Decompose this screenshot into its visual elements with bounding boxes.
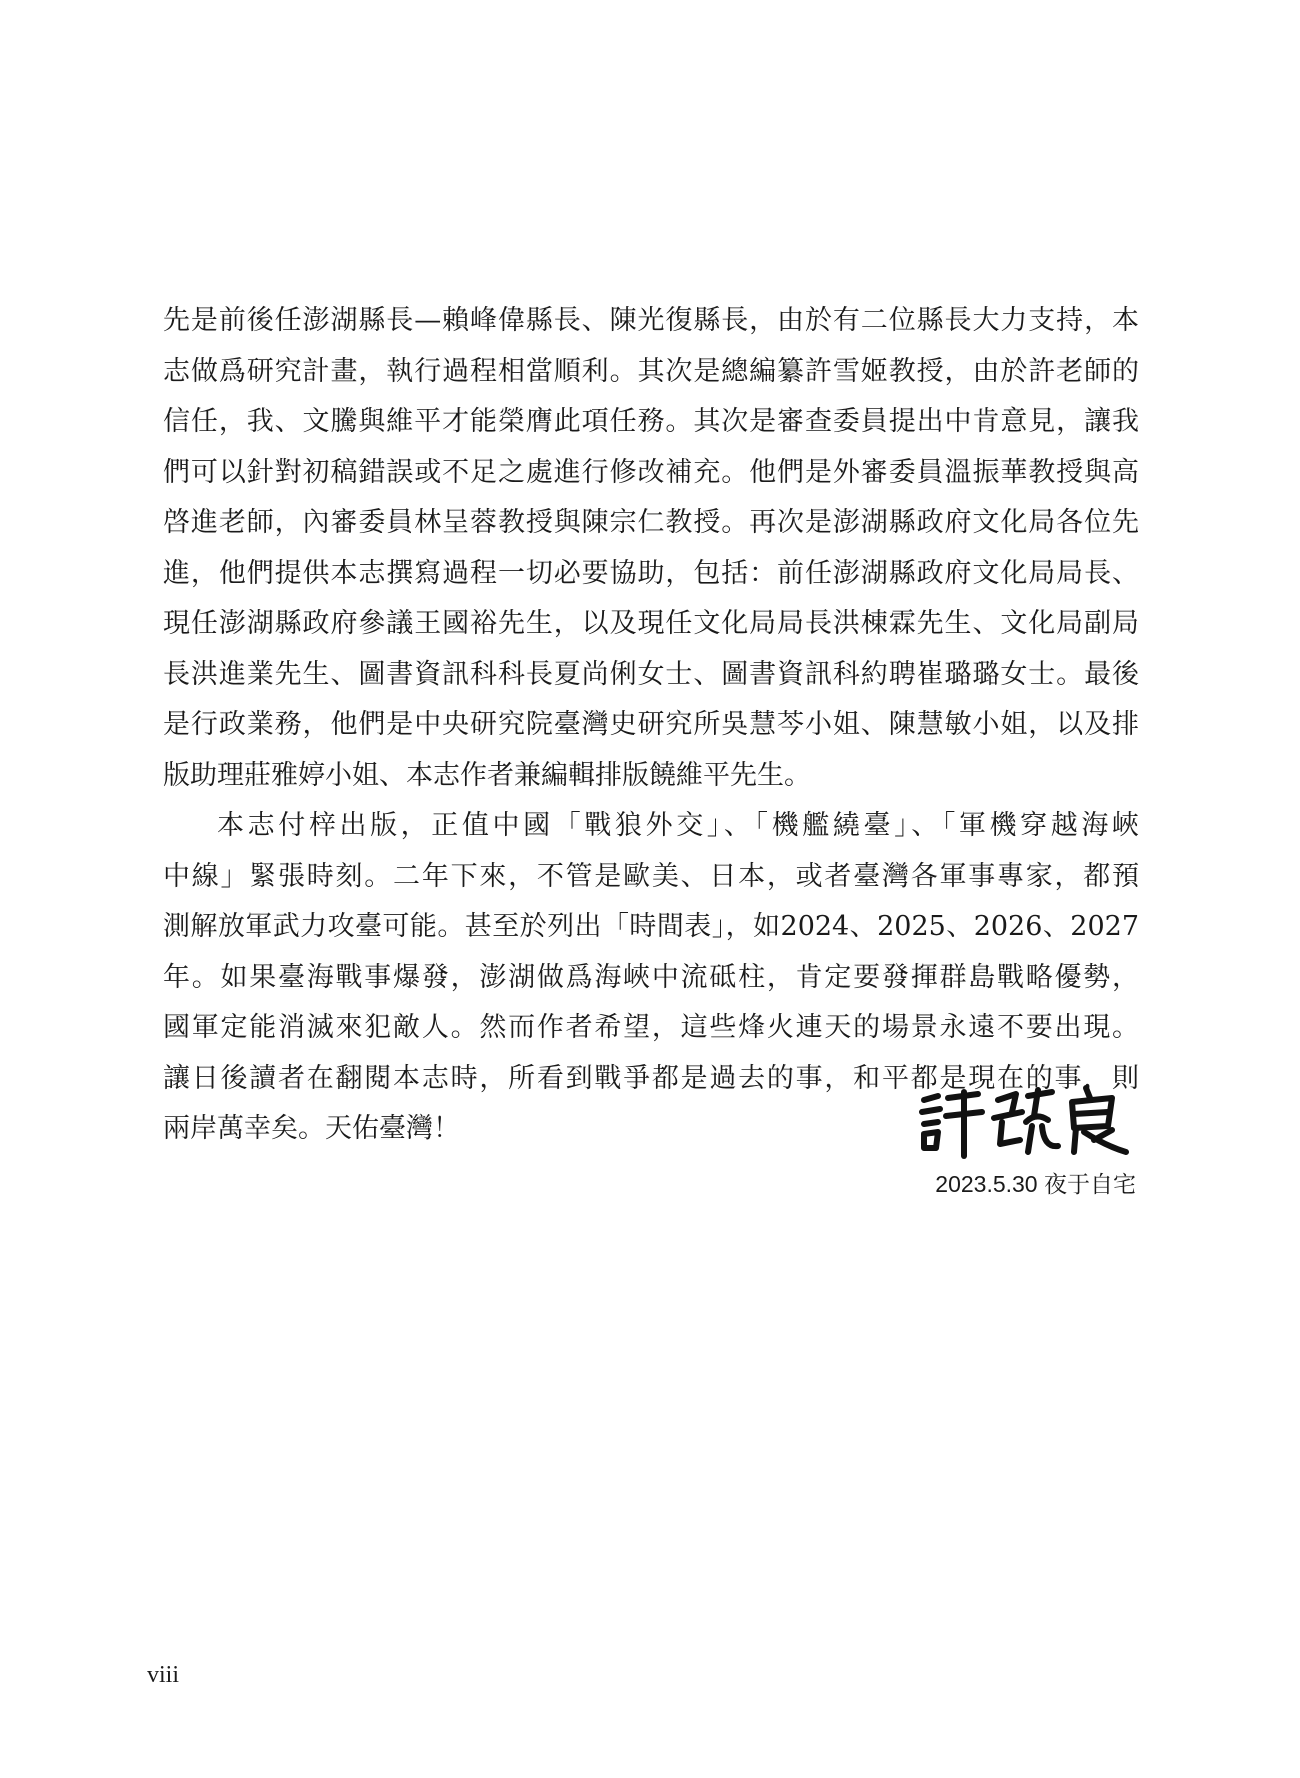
signature-date: 2023.5.30 夜于自宅 [935,1171,1136,1197]
body-line: 年。如果臺海戰事爆發，澎湖做爲海峽中流砥柱，肯定要發揮群島戰略優勢， [163,961,1139,993]
body-line: 版助理莊雅婷小姐、本志作者兼編輯排版饒維平先生。 [163,759,811,791]
body-line: 是行政業務，他們是中央研究院臺灣史研究所吳慧芩小姐、陳慧敏小姐，以及排 [163,709,1139,740]
page-number: viii [147,1662,180,1688]
body-line: 啓進老師，內審委員林呈蓉教授與陳宗仁教授。再次是澎湖縣政府文化局各位先 [163,507,1139,538]
body-line: 長洪進業先生、圖書資訊科科長夏尚俐女士、圖書資訊科約聘崔璐璐女士。最後 [163,658,1139,690]
body-line: 測解放軍武力攻臺可能。甚至於列出「時間表」，如2024、2025、2026、2027 [163,911,1139,942]
body-line: 進，他們提供本志撰寫過程一切必要協助，包括：前任澎湖縣政府文化局局長、 [163,557,1139,589]
body-line: 中線」緊張時刻。二年下來，不管是歐美、日本，或者臺灣各軍事專家，都預 [163,860,1139,892]
body-line: 們可以針對初稿錯誤或不足之處進行修改補充。他們是外審委員溫振華教授與高 [163,456,1139,488]
signature-block [916,1082,1136,1199]
body-line: 國軍定能消滅來犯敵人。然而作者希望，這些烽火連天的場景永遠不要出現。 [163,1012,1139,1043]
body-line: 讓日後讀者在翻閱本志時，所看到戰爭都是過去的事，和平都是現在的事，則 [163,1062,1139,1094]
handwritten-signature [916,1082,1136,1162]
body-line: 信任，我、文騰與維平才能榮膺此項任務。其次是審查委員提出中肯意見，讓我 [163,406,1139,437]
body-line: 兩岸萬幸矣。天佑臺灣！ [163,1113,460,1144]
paragraph-start-line: 本志付梓出版，正值中國「戰狼外交」、「機艦繞臺」、「軍機穿越海峽 [217,810,1139,841]
body-line: 現任澎湖縣政府參議王國裕先生，以及現任文化局局長洪棟霖先生、文化局副局 [163,608,1139,639]
body-line: 先是前後任澎湖縣長—賴峰偉縣長、陳光復縣長，由於有二位縣長大力支持，本 [163,305,1139,336]
body-line: 志做爲研究計畫，執行過程相當順利。其次是總編纂許雪姬教授，由於許老師的 [163,355,1139,387]
body-text [163,296,1139,1155]
